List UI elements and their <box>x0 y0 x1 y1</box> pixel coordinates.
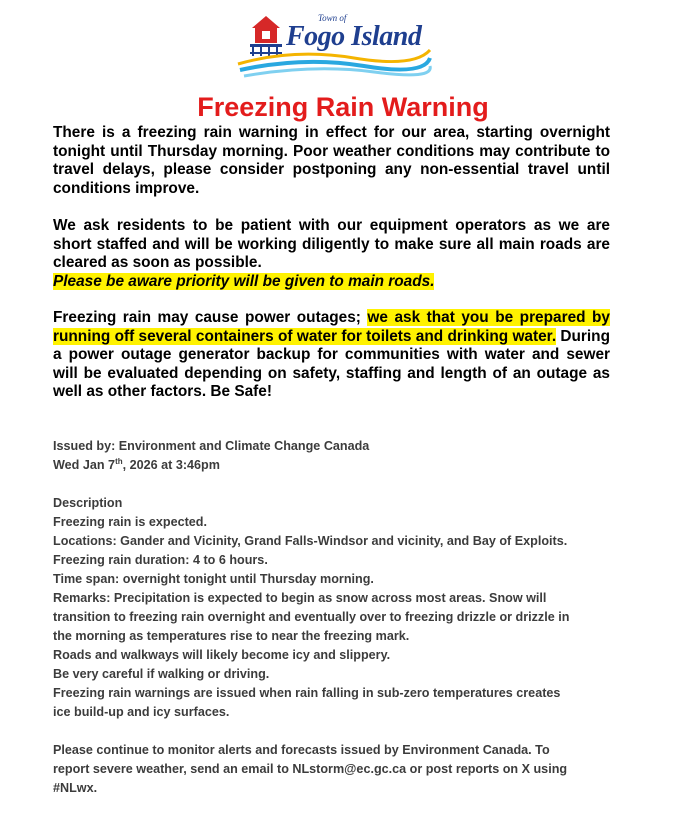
outage-lead: Freezing rain may cause power outages; <box>53 309 368 326</box>
description-line: Time span: overnight tonight until Thursday morning. <box>53 572 374 586</box>
paragraph-operators <box>53 217 610 291</box>
description-line: Roads and walkways will likely become icy and slippery. <box>53 648 391 662</box>
description-line: Freezing rain is expected. <box>53 515 207 529</box>
paragraph-operators-text: We ask residents to be patient with our equipment operators as we are short staffed and will be working diligently to make sure all main roads are cleared as soon as possible. <box>53 217 610 271</box>
footer-line: report severe weather, send an email to NLstorm@ec.gc.ca or post reports on X using <box>53 762 568 776</box>
water-highlight: we ask that you be prepared by running off several containers of water for toilets and drinking water. <box>53 309 610 345</box>
description-line: transition to freezing rain overnight and eventually over to freezing drizzle or drizzle in <box>53 610 570 624</box>
description-line: Freezing rain duration: 4 to 6 hours. <box>53 553 268 567</box>
issued-section <box>53 437 613 798</box>
logo-town-of: Town of <box>318 13 347 23</box>
town-logo <box>234 10 434 82</box>
description-line: the morning as temperatures rise to near the freezing mark. <box>53 629 410 643</box>
footer-line: Please continue to monitor alerts and forecasts issued by Environment Canada. To <box>53 743 550 757</box>
issued-by: Issued by: Environment and Climate Change Canada <box>53 439 370 453</box>
outage-rest: During a power outage generator backup for communities with water and sewer will be evaluated depending on safety, staffing and length of an outage as well as other factors. Be Safe! <box>53 327 610 400</box>
description-line: Freezing rain warnings are issued when rain falling in sub-zero temperatures creates <box>53 686 561 700</box>
paragraph-outages <box>53 309 610 402</box>
description-line: Locations: Gander and Vicinity, Grand Falls-Windsor and vicinity, and Bay of Exploits. <box>53 534 568 548</box>
description-line: Be very careful if walking or driving. <box>53 667 270 681</box>
footer-line: #NLwx. <box>53 781 98 795</box>
page-title: Freezing Rain Warning <box>197 92 489 122</box>
description-line: Remarks: Precipitation is expected to begin as snow across most areas. Snow will <box>53 591 547 605</box>
description-line: ice build-up and icy surfaces. <box>53 705 230 719</box>
priority-highlight: Please be aware priority will be given to main roads. <box>53 272 435 290</box>
issued-date: Wed Jan 7th, 2026 at 3:46pm <box>53 456 220 472</box>
description-heading: Description <box>53 496 123 510</box>
logo-name: Fogo Island <box>286 21 422 52</box>
paragraph-warning: There is a freezing rain warning in effect for our area, starting overnight tonight until Thursday morning. Poor weather conditions may contribute to travel delays, please consider postponing any non-essential travel until conditions improve. <box>53 124 610 197</box>
